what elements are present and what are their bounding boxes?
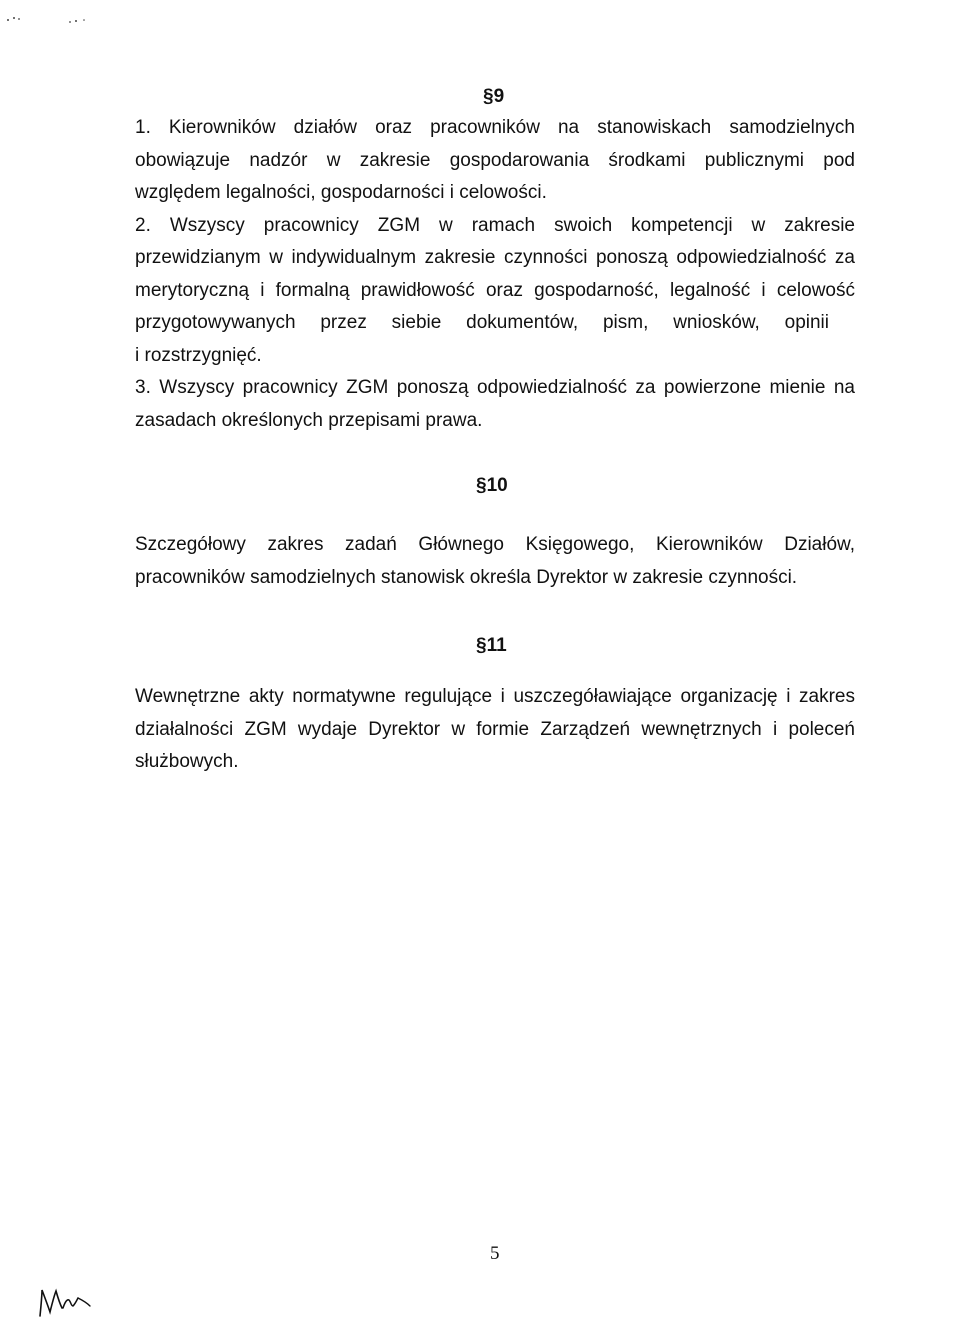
section-11-line: Wewnętrzne akty normatywne regulujące i uszczegóławiające organizację i zakres xyxy=(135,686,855,707)
section-11-line: działalności ZGM wydaje Dyrektor w formie Zarządzeń wewnętrznych i poleceń xyxy=(135,718,855,740)
section-9-line: względem legalności, gospodarności i celowości. xyxy=(135,182,547,203)
section-9-line: zasadach określonych przepisami prawa. xyxy=(135,409,483,431)
section-9-line: merytoryczną i formalną prawidłowość oraz gospodarność, legalność i celowość xyxy=(135,279,855,301)
section-11-body xyxy=(135,681,855,779)
section-11-heading: §11 xyxy=(476,635,507,656)
section-9-line: przewidzianym w indywidualnym zakresie czynności ponoszą odpowiedzialność za xyxy=(135,247,855,268)
section-9-line: obowiązuje nadzór w zakresie gospodarowania środkami publicznymi pod xyxy=(135,149,855,171)
section-10-line: Szczegółowy zakres zadań Głównego Księgowego, Kierowników Działów, xyxy=(135,534,855,555)
section-10-heading: §10 xyxy=(476,475,508,496)
section-10-line: pracowników samodzielnych stanowisk określa Dyrektor w zakresie czynności. xyxy=(135,566,798,588)
section-10-body xyxy=(135,529,855,594)
section-9-heading: §9 xyxy=(483,86,505,107)
section-9-body xyxy=(135,112,855,437)
section-9-line: i rozstrzygnięć. xyxy=(135,344,262,366)
section-9-line: 2. Wszyscy pracownicy ZGM w ramach swoich kompetencji w zakresie xyxy=(135,214,855,236)
section-9-line: 3. Wszyscy pracownicy ZGM ponoszą odpowiedzialność za powierzone mienie na xyxy=(135,377,855,398)
page-number: 5 xyxy=(490,1243,500,1264)
section-11-line: służbowych. xyxy=(135,751,239,772)
handwritten-initials-signature xyxy=(36,1282,96,1322)
section-9-line: przygotowywanych przez siebie dokumentów, pism, wniosków, opinii xyxy=(135,312,829,333)
scan-artifact-marks xyxy=(4,6,104,36)
section-9-line: 1. Kierowników działów oraz pracowników na stanowiskach samodzielnych xyxy=(135,117,855,138)
